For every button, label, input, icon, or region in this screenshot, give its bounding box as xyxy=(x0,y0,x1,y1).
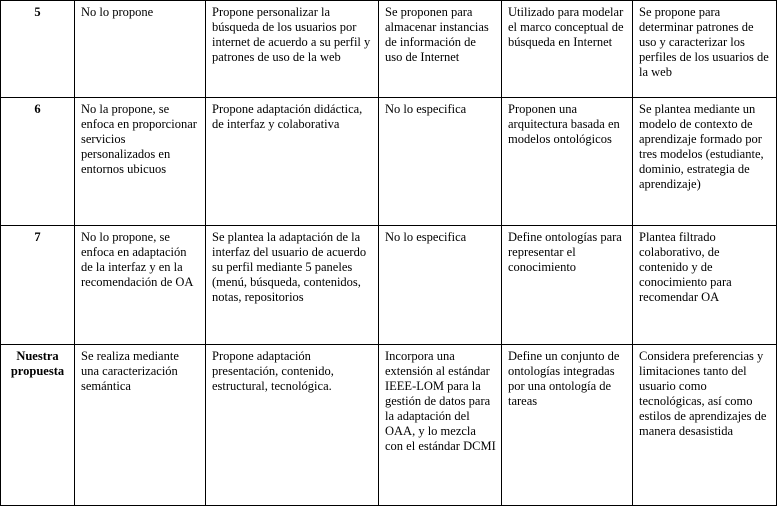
table-cell: Plantea filtrado colaborativo, de contenido y de conocimiento para recomendar OA xyxy=(633,226,777,345)
table-cell: Propone adaptación didáctica, de interfaz y colaborativa xyxy=(206,98,379,226)
table-cell: Se plantea mediante un modelo de contexto de aprendizaje formado por tres modelos (estudiante, dominio, estrategia de aprendizaje) xyxy=(633,98,777,226)
table-cell: No la propone, se enfoca en proporcionar servicios personalizados en entornos ubicuos xyxy=(75,98,206,226)
table-cell: Utilizado para modelar el marco conceptual de búsqueda en Internet xyxy=(502,1,633,98)
table-cell: Proponen una arquitectura basada en modelos ontológicos xyxy=(502,98,633,226)
table-cell: No lo especifica xyxy=(379,226,502,345)
table-row xyxy=(1,98,777,226)
table-cell: Se proponen para almacenar instancias de información de uso de Internet xyxy=(379,1,502,98)
table-cell: Define ontologías para representar el conocimiento xyxy=(502,226,633,345)
table-cell: Define un conjunto de ontologías integradas por una ontología de tareas xyxy=(502,345,633,506)
table-row xyxy=(1,345,777,506)
row-id: 5 xyxy=(1,1,75,98)
table-cell: Propone adaptación presentación, contenido, estructural, tecnológica. xyxy=(206,345,379,506)
table-cell: Se realiza mediante una caracterización semántica xyxy=(75,345,206,506)
row-id: 7 xyxy=(1,226,75,345)
table-cell: No lo propone xyxy=(75,1,206,98)
table-cell: Propone personalizar la búsqueda de los usuarios por internet de acuerdo a su perfil y patrones de uso de la web xyxy=(206,1,379,98)
table-cell: Considera preferencias y limitaciones tanto del usuario como tecnológicas, así como estilos de aprendizajes de manera desasistida xyxy=(633,345,777,506)
table-row xyxy=(1,226,777,345)
row-id: Nuestra propuesta xyxy=(1,345,75,506)
table-cell: Incorpora una extensión al estándar IEEE-LOM para la gestión de datos para la adaptación del OAA, y lo mezcla con el estándar DCMI xyxy=(379,345,502,506)
table-row xyxy=(1,1,777,98)
table-cell: Se propone para determinar patrones de uso y caracterizar los perfiles de los usuarios de la web xyxy=(633,1,777,98)
table-cell: No lo especifica xyxy=(379,98,502,226)
table-cell: Se plantea la adaptación de la interfaz del usuario de acuerdo su perfil mediante 5 paneles (menú, búsqueda, contenidos, notas, repositorios xyxy=(206,226,379,345)
table-cell: No lo propone, se enfoca en adaptación de la interfaz y en la recomendación de OA xyxy=(75,226,206,345)
row-id: 6 xyxy=(1,98,75,226)
